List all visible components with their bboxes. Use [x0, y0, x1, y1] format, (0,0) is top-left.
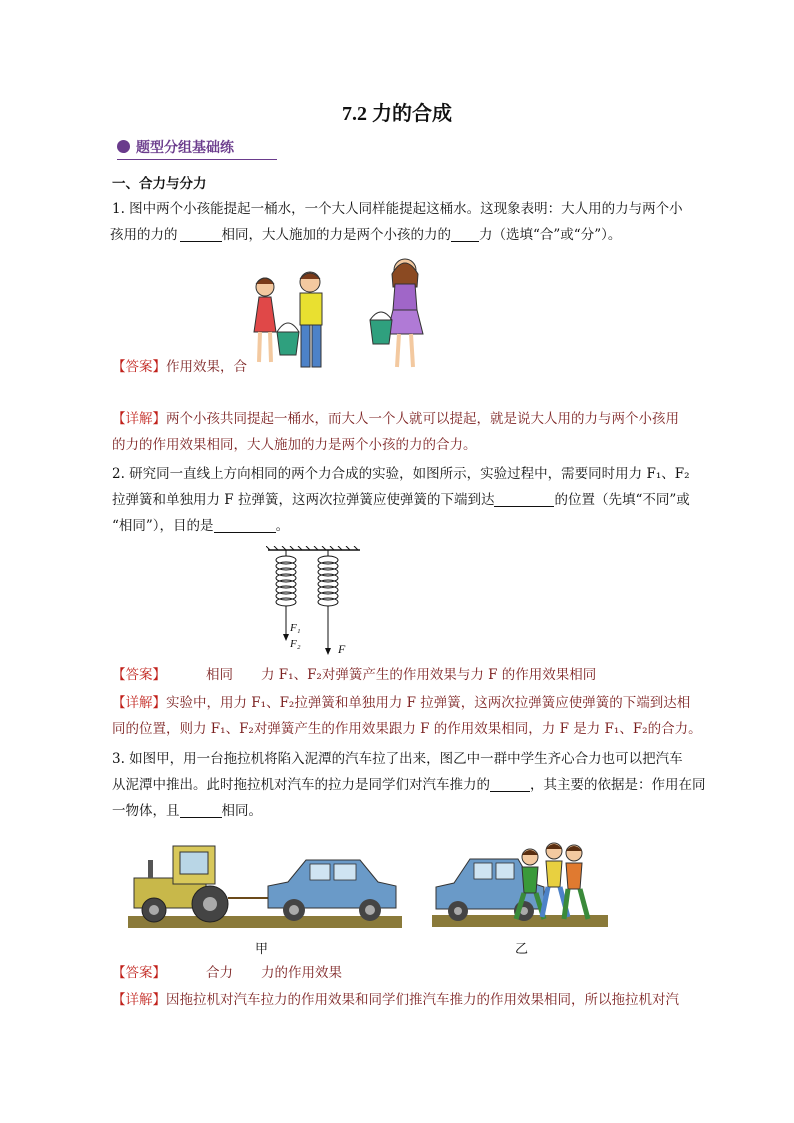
q3-line3b: 相同。	[221, 803, 262, 819]
q3-line1: 3. 如图甲，用一台拖拉机将陷入泥潭的汽车拉了出来，图乙中一群中学生齐心合力也可以把汽车	[112, 751, 683, 767]
caption-a: 甲	[255, 942, 269, 957]
children-bucket-illustration	[245, 252, 435, 374]
detail-tag: 【详解】	[112, 411, 166, 427]
question-2	[112, 461, 704, 539]
q3-line2b: ，其主要的依据是：作用在同	[530, 777, 706, 793]
q1-blank-2[interactable]	[451, 227, 479, 242]
caption-b: 乙	[515, 942, 529, 957]
q1-answer	[112, 354, 247, 380]
q3-answer-2: 力的作用效果	[261, 965, 342, 981]
q3-line3a: 一物体，且	[112, 803, 180, 819]
q3-line2: 从泥潭中推出。此时拖拉机对汽车的拉力是同学们对汽车推力的	[112, 777, 490, 793]
bullet-dot-icon	[117, 140, 130, 153]
q3-detail-1: 因拖拉机对汽车拉力的作用效果和同学们推汽车推力的作用效果相同，所以拖拉机对汽	[166, 992, 679, 1008]
label-f: F	[338, 642, 346, 656]
q3-detail	[112, 987, 704, 1013]
q3-blank-1[interactable]	[490, 777, 530, 792]
tractor-car-illustration	[128, 838, 402, 930]
q2-detail-2: 同的位置，则力 F₁、F₂对弹簧产生的作用效果跟力 F 的作用效果相同，力 F 是力 F₁、F₂的合力。	[112, 721, 702, 737]
question-3	[112, 746, 704, 824]
section-tag-label: 题型分组基础练	[136, 140, 234, 156]
q1-line2b: 相同，大人施加的力是两个小孩的力的	[221, 227, 451, 243]
q3-answer-1: 合力	[206, 965, 233, 981]
q2-line1: 2. 研究同一直线上方向相同的两个力合成的实验，如图所示，实验过程中，需要同时用力 F₁、F₂	[112, 466, 690, 482]
q1-line2a: 孩用的力的	[110, 227, 178, 243]
q2-detail-1: 实验中，用力 F₁、F₂拉弹簧和单独用力 F 拉弹簧，这两次拉弹簧应使弹簧的下端到达相	[166, 695, 691, 711]
q2-answer-1: 相同	[206, 667, 233, 683]
spring-diagram	[266, 546, 362, 656]
question-1	[112, 196, 704, 248]
q2-answer	[112, 662, 596, 688]
q2-line3a: “相同”），目的是	[112, 518, 214, 534]
answer-tag: 【答案】	[112, 965, 166, 981]
detail-tag: 【详解】	[112, 695, 166, 711]
q3-answer	[112, 960, 342, 986]
q1-blank-1[interactable]	[180, 227, 222, 242]
q1-line1: 1. 图中两个小孩能提起一桶水，一个大人同样能提起这桶水。这现象表明：大人用的力与两个小	[112, 201, 683, 217]
q1-detail	[112, 406, 704, 458]
q2-line3b: 。	[275, 518, 290, 534]
q2-blank-2[interactable]	[214, 518, 276, 533]
page-title: 7.2 力的合成	[342, 103, 452, 125]
label-f1: F₁	[290, 622, 301, 634]
label-f2: F₂	[290, 638, 301, 650]
q2-line2b: 的位置（先填“不同”或	[554, 492, 690, 508]
spring-diagram-svg	[266, 546, 362, 656]
section-tag	[117, 137, 277, 160]
q2-detail	[112, 690, 704, 742]
q1-detail-1: 两个小孩共同提起一桶水，而大人一个人就可以提起，就是说大人用的力与两个小孩用	[166, 411, 679, 427]
answer-tag: 【答案】	[112, 667, 166, 683]
q2-blank-1[interactable]	[494, 492, 554, 507]
q1-line2c: 力（选填“合”或“分”）。	[479, 227, 622, 243]
q3-blank-2[interactable]	[180, 803, 222, 818]
q2-line2a: 拉弹簧和单独用力 F 拉弹簧，这两次拉弹簧应使弹簧的下端到达	[112, 492, 495, 508]
q2-answer-2: 力 F₁、F₂对弹簧产生的作用效果与力 F 的作用效果相同	[261, 667, 597, 683]
q1-answer-text: 作用效果，合	[166, 359, 247, 375]
answer-tag: 【答案】	[112, 359, 166, 375]
students-pushing-car-illustration	[432, 835, 608, 930]
detail-tag: 【详解】	[112, 992, 166, 1008]
section-heading: 一、合力与分力	[112, 176, 207, 192]
q1-detail-2: 的力的作用效果相同，大人施加的力是两个小孩的力的合力。	[112, 437, 477, 453]
